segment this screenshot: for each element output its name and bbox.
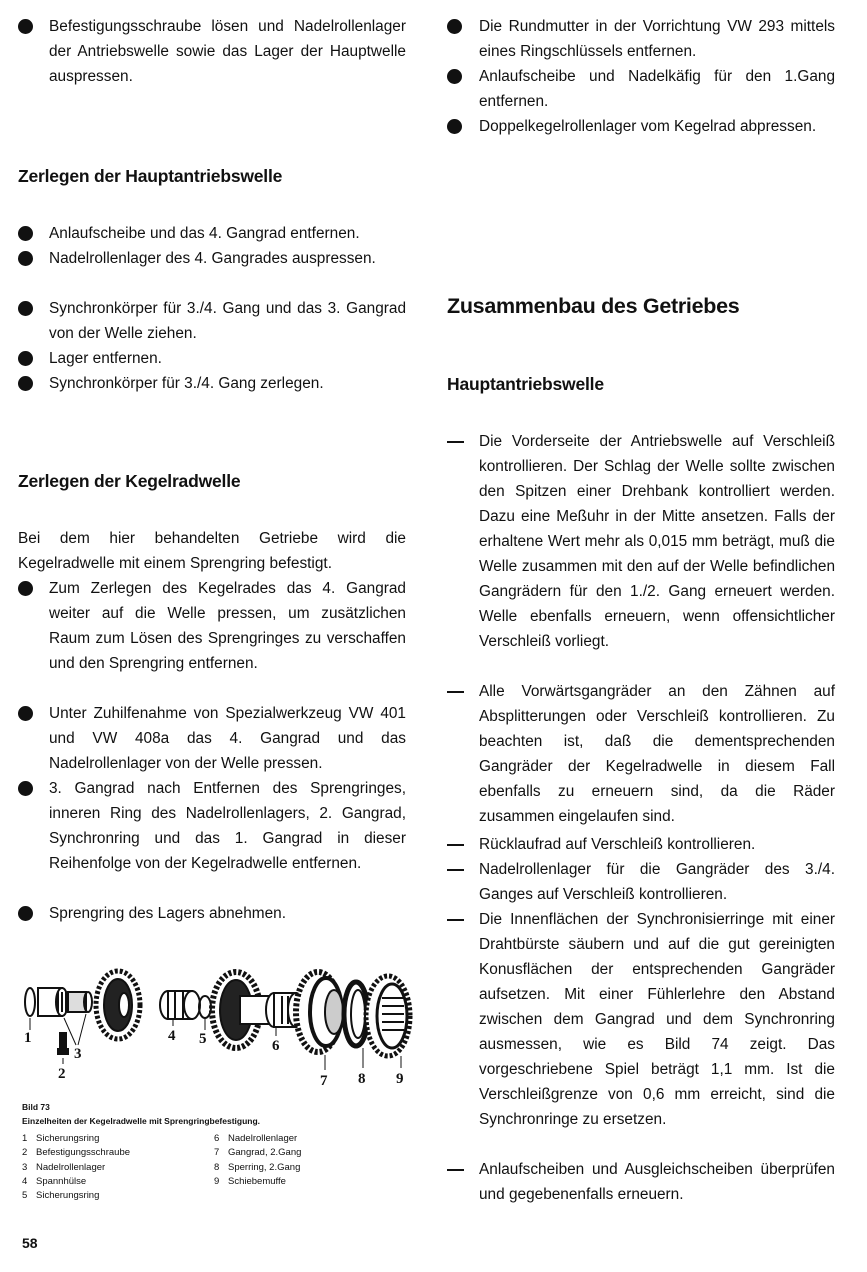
retaining-ring-part [25, 988, 35, 1016]
figure-label: 9 [396, 1071, 404, 1087]
gear-part [296, 972, 343, 1052]
legend-number: 4 [22, 1175, 28, 1187]
legend-label: Sperring, 2.Gang [228, 1161, 301, 1173]
list-item [18, 371, 406, 396]
gear-part [212, 972, 270, 1048]
legend-number: 7 [214, 1147, 220, 1159]
list-item [18, 901, 406, 926]
dash-icon [447, 441, 464, 443]
list-item [447, 64, 835, 114]
legend-number: 6 [214, 1133, 220, 1144]
needle-bearing-part [38, 988, 92, 1016]
list-item-text: Nadelrollenlager des 4. Gangrades auspressen. [49, 250, 376, 267]
list-item [447, 429, 835, 654]
list-item-text: Anlaufscheibe und das 4. Gangrad entfernen. [49, 225, 360, 242]
list-item-text: Synchronkörper für 3./4. Gang und das 3. Gangrad von der Welle ziehen. [49, 300, 406, 342]
section-intro: Bei dem hier behandelten Getriebe wird die Kegelradwelle mit einem Sprengring befestigt. [18, 530, 406, 572]
legend-label: Befestigungsschraube [36, 1147, 131, 1159]
legend-label: Sicherungsring [36, 1190, 100, 1202]
list-item [18, 701, 406, 776]
legend-column [22, 1132, 130, 1203]
bullet-icon [18, 581, 33, 596]
list-item-text: Anlaufscheibe und Nadelkäfig für den 1.Gang entfernen. [479, 68, 835, 110]
list-item-text: Die Vorderseite der Antriebswelle auf Verschleiß kontrollieren. Der Schlag der Welle sollte zwischen den Spitzen einer Drehbank kontrolliert werden. Dazu eine Meßuhr in der Mitte ansetzen. Falls der erhaltene Wert mehr als 0,015 mm beträgt, muß die Welle zusammen mit den auf der Welle befindlichen Gangrädern für den 1./2. Gang erneuert werden. Welle ebenfalls erneuern, wenn offensichtlicher Verschleiß vorliegt. [479, 433, 835, 650]
tension-sleeve-part [160, 991, 200, 1019]
list-item [447, 907, 835, 1132]
exploded-view-figure [18, 960, 418, 1090]
legend-item [22, 1132, 130, 1146]
figure-number: Bild 73 [22, 1102, 50, 1112]
figure-label: 6 [272, 1038, 280, 1054]
legend-label: Nadelrollenlager [36, 1161, 106, 1173]
list-item-text: Nadelrollenlager für die Gangräder des 3./4. Ganges auf Verschleiß kontrollieren. [479, 861, 835, 903]
legend-number: 2 [22, 1147, 28, 1159]
legend-number: 9 [214, 1175, 220, 1187]
bullet-icon [18, 706, 33, 721]
gear-assembly-illustration [18, 960, 418, 1090]
figure-label: 1 [24, 1030, 32, 1046]
bullet-icon [447, 119, 462, 134]
legend-item [22, 1175, 130, 1189]
figure-caption [22, 1100, 260, 1128]
legend-number: 8 [214, 1161, 220, 1173]
section-heading: Zerlegen der Kegelradwelle [18, 471, 241, 491]
list-item-text: Anlaufscheiben und Ausgleichscheiben überprüfen und gegebenenfalls erneuern. [479, 1161, 835, 1203]
list-item [18, 776, 406, 876]
legend-label: Nadelrollenlager [228, 1133, 298, 1144]
list-item-text: Die Rundmutter in der Vorrichtung VW 293 mittels eines Ringschlüssels entfernen. [479, 18, 835, 60]
section-heading: Hauptantriebswelle [447, 374, 604, 394]
figure-label: 3 [74, 1046, 82, 1062]
gear-part [96, 971, 140, 1039]
legend-item [214, 1175, 301, 1189]
list-item-text: Die Innenflächen der Synchronisierringe mit einer Drahtbürste säubern und auf die gut gereinigten Konusflächen der entsprechenden Gangräder aufsetzen. Mit einer Fühlerlehre den Abstand zwischen dem Gangrad und dem Synchronring ausmessen, wie es Bild 74 zeigt. Das vorgeschriebene Spiel beträgt 1,1 mm. Ist die Verschleißgrenze von 0,6 mm erreicht, sind die Synchronringe zu ersetzen. [479, 911, 835, 1128]
list-item-text: Befestigungsschraube lösen und Nadelrollenlager der Antriebswelle sowie das Lager der Hauptwelle auspressen. [49, 18, 406, 85]
list-item [18, 576, 406, 676]
legend-column [214, 1132, 301, 1189]
legend-item [22, 1146, 130, 1160]
legend-item [214, 1161, 301, 1175]
legend-number: 3 [22, 1161, 28, 1173]
figure-title: Einzelheiten der Kegelradwelle mit Sprengringbefestigung. [22, 1116, 261, 1126]
legend-label: Spannhülse [36, 1175, 87, 1187]
bullet-icon [447, 19, 462, 34]
dash-icon [447, 1169, 464, 1171]
bullet-icon [18, 906, 33, 921]
dash-icon [447, 691, 464, 693]
figure-label: 7 [320, 1073, 328, 1089]
list-item [447, 857, 835, 907]
bullet-icon [18, 781, 33, 796]
list-item [18, 296, 406, 346]
list-item-text: Doppelkegelrollenlager vom Kegelrad abpressen. [479, 118, 817, 135]
list-item [447, 832, 835, 857]
list-item [447, 1157, 835, 1207]
list-item [447, 679, 835, 829]
legend-item [22, 1189, 130, 1203]
section-heading: Zerlegen der Hauptantriebswelle [18, 166, 283, 186]
legend-item [214, 1132, 301, 1146]
list-item-text: Lager entfernen. [49, 350, 162, 367]
figure-label: 2 [58, 1066, 66, 1082]
legend-label: Sicherungsring [36, 1133, 100, 1144]
legend-item [22, 1161, 130, 1175]
list-item [447, 114, 835, 139]
dash-icon [447, 869, 464, 871]
list-item [18, 14, 406, 89]
legend-label: Schiebemuffe [228, 1175, 286, 1187]
list-item-text: Rücklaufrad auf Verschleiß kontrollieren. [479, 836, 756, 853]
list-item [18, 221, 406, 246]
legend-number: 5 [22, 1190, 28, 1202]
list-item-text: Zum Zerlegen des Kegelrades das 4. Gangrad weiter auf die Welle pressen, um zusätzlichen Raum zum Lösen des Sprengringes zu verschaffen und den Sprengring entfernen. [49, 580, 406, 672]
legend-number: 1 [22, 1133, 28, 1144]
list-item [18, 346, 406, 371]
list-item-text: Unter Zuhilfenahme von Spezialwerkzeug VW 401 und VW 408a das 4. Gangrad und das Nadelrollenlager von der Welle pressen. [49, 705, 406, 772]
chapter-heading: Zusammenbau des Getriebes [447, 294, 740, 318]
screw-part [58, 1033, 68, 1054]
page-number: 58 [22, 1235, 38, 1251]
bullet-icon [18, 376, 33, 391]
list-item-text: Alle Vorwärtsgangräder an den Zähnen auf Absplitterungen oder Verschleiß kontrollieren. Zu beachten ist, daß die dementsprechenden Gangräder der Kegelradwelle in diesem Fall ebenfalls zu erneuern sind, da die Räder zusammen eingelaufen sind. [479, 683, 835, 825]
list-item [18, 246, 406, 271]
list-item-text: Sprengring des Lagers abnehmen. [49, 905, 287, 922]
figure-label: 5 [199, 1031, 207, 1047]
dash-icon [447, 844, 464, 846]
bullet-icon [18, 301, 33, 316]
bullet-icon [447, 69, 462, 84]
sliding-sleeve-part [366, 976, 410, 1056]
list-item-text: Synchronkörper für 3./4. Gang zerlegen. [49, 375, 324, 392]
legend-item [214, 1146, 301, 1160]
dash-icon [447, 919, 464, 921]
figure-label: 4 [168, 1028, 176, 1044]
bullet-icon [18, 351, 33, 366]
bullet-icon [18, 251, 33, 266]
list-item-text: 3. Gangrad nach Entfernen des Sprengringes, inneren Ring des Nadelrollenlagers, 2. Gangrad, Synchronring und das 1. Gangrad in dieser Reihenfolge von der Kegelradwelle entfernen. [49, 780, 406, 872]
bullet-icon [18, 226, 33, 241]
list-item [447, 14, 835, 64]
bullet-icon [18, 19, 33, 34]
figure-label: 8 [358, 1071, 366, 1087]
legend-label: Gangrad, 2.Gang [228, 1147, 302, 1159]
